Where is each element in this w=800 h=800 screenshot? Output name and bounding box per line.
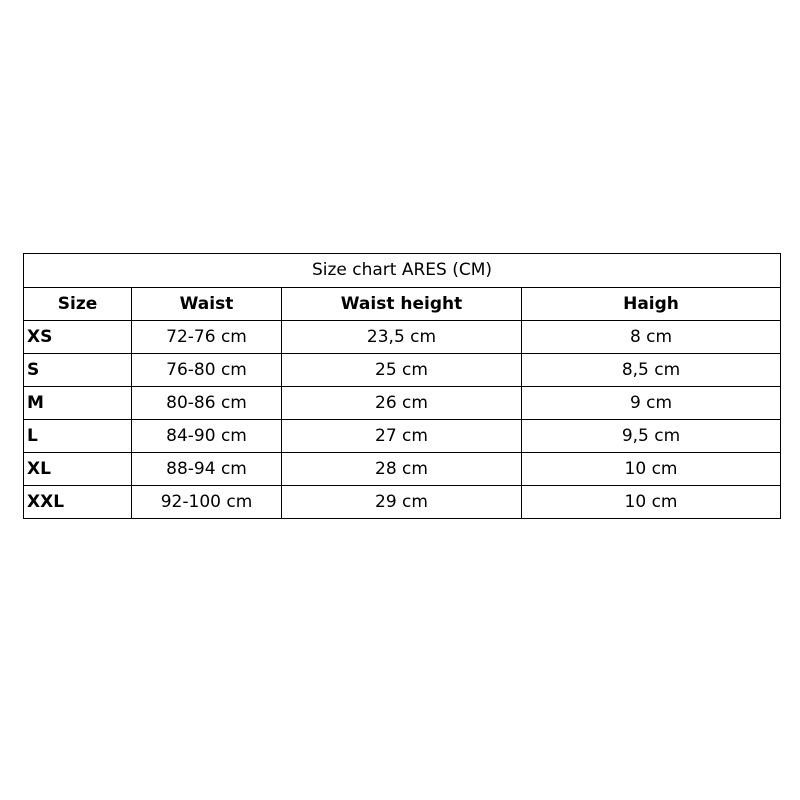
table-row	[24, 453, 781, 486]
size-cell: L	[24, 420, 132, 453]
table-row	[24, 321, 781, 354]
table-row	[24, 420, 781, 453]
waist-cell: 72-76 cm	[132, 321, 282, 354]
waist-cell: 92-100 cm	[132, 486, 282, 519]
size-cell: XL	[24, 453, 132, 486]
waist-cell: 88-94 cm	[132, 453, 282, 486]
header-haigh: Haigh	[522, 288, 781, 321]
size-chart-table	[23, 253, 781, 519]
header-waist: Waist	[132, 288, 282, 321]
waist-cell: 84-90 cm	[132, 420, 282, 453]
haigh-cell: 8,5 cm	[522, 354, 781, 387]
waist-height-cell: 27 cm	[282, 420, 522, 453]
haigh-cell: 9,5 cm	[522, 420, 781, 453]
table-row	[24, 486, 781, 519]
table-title: Size chart ARES (CM)	[24, 254, 781, 288]
size-cell: XS	[24, 321, 132, 354]
title-row	[24, 254, 781, 288]
size-cell: XXL	[24, 486, 132, 519]
haigh-cell: 10 cm	[522, 486, 781, 519]
table-row	[24, 387, 781, 420]
waist-cell: 80-86 cm	[132, 387, 282, 420]
waist-height-cell: 29 cm	[282, 486, 522, 519]
size-cell: M	[24, 387, 132, 420]
waist-height-cell: 26 cm	[282, 387, 522, 420]
waist-height-cell: 28 cm	[282, 453, 522, 486]
table-row	[24, 354, 781, 387]
size-cell: S	[24, 354, 132, 387]
header-row	[24, 288, 781, 321]
waist-height-cell: 25 cm	[282, 354, 522, 387]
haigh-cell: 10 cm	[522, 453, 781, 486]
waist-cell: 76-80 cm	[132, 354, 282, 387]
haigh-cell: 9 cm	[522, 387, 781, 420]
header-size: Size	[24, 288, 132, 321]
waist-height-cell: 23,5 cm	[282, 321, 522, 354]
haigh-cell: 8 cm	[522, 321, 781, 354]
header-waist-height: Waist height	[282, 288, 522, 321]
